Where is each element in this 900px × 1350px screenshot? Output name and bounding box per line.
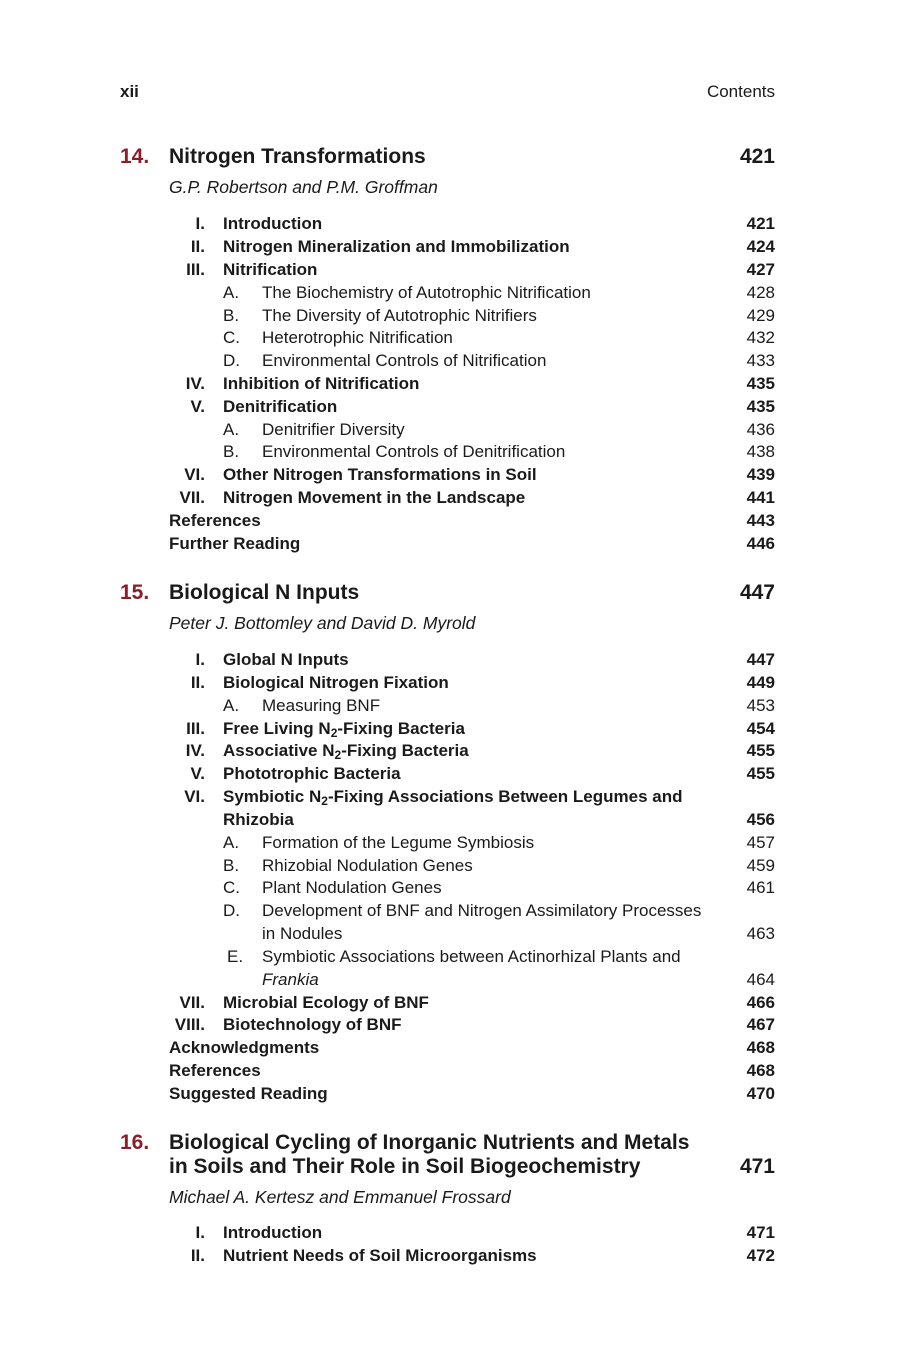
toc-subentry[interactable]: [120, 304, 775, 327]
subsection-title-continued: Frankia: [262, 970, 319, 989]
subsection-page: 429: [746, 306, 775, 325]
toc-entry[interactable]: [120, 212, 775, 235]
chapter-title: Biological N Inputs: [169, 581, 360, 604]
section-numeral: II.: [190, 673, 205, 692]
toc-subentry[interactable]: [120, 326, 775, 349]
section-page: 455: [746, 741, 775, 760]
toc-entry[interactable]: [120, 648, 775, 671]
chapter-title: [169, 1131, 689, 1179]
toc-entry[interactable]: [120, 395, 775, 418]
subsection-letter: D.: [223, 351, 240, 370]
section-page: 447: [746, 650, 775, 669]
subsection-page: 438: [746, 442, 775, 461]
subsection-letter: C.: [223, 328, 240, 347]
toc-subentry[interactable]: [120, 945, 775, 968]
toc-backmatter[interactable]: [120, 532, 775, 555]
section-numeral: IV.: [185, 374, 205, 393]
section-numeral: III.: [186, 719, 205, 738]
section-title: Microbial Ecology of BNF: [223, 993, 429, 1012]
toc-entry[interactable]: [120, 1244, 775, 1267]
section-title: Phototrophic Bacteria: [223, 764, 401, 783]
toc-subentry[interactable]: [120, 694, 775, 717]
section-title: Nitrification: [223, 260, 318, 279]
toc-entry[interactable]: [120, 235, 775, 258]
section-numeral: VIII.: [174, 1015, 205, 1034]
section-numeral: IV.: [185, 741, 205, 760]
section-page: 441: [746, 488, 775, 507]
toc-subentry[interactable]: [120, 831, 775, 854]
toc-subentry[interactable]: [120, 440, 775, 463]
section-page: 439: [746, 465, 775, 484]
chapter-authors: Peter J. Bottomley and David D. Myrold: [169, 613, 476, 633]
chapter-number: 14.: [120, 145, 150, 168]
section-page: 435: [746, 374, 775, 393]
backmatter-title: Acknowledgments: [169, 1038, 320, 1057]
chapter-page: 471: [739, 1155, 775, 1178]
backmatter-page: 443: [746, 511, 775, 530]
section-numeral: VII.: [179, 993, 205, 1012]
subsection-letter: C.: [223, 878, 240, 897]
section-title: Biological Nitrogen Fixation: [223, 673, 449, 692]
section-title-continued: Rhizobia: [223, 810, 294, 829]
subsection-page: 459: [746, 856, 775, 875]
chapter-number: 15.: [120, 581, 150, 604]
subsection-title: The Biochemistry of Autotrophic Nitrification: [262, 283, 591, 302]
toc-subentry-continued[interactable]: [120, 922, 775, 945]
section-title: Nitrogen Mineralization and Immobilization: [223, 237, 570, 256]
section-page: 456: [746, 810, 775, 829]
toc-backmatter[interactable]: [120, 1059, 775, 1082]
toc-entry[interactable]: [120, 717, 775, 740]
toc-entry[interactable]: [120, 785, 775, 808]
subsection-page: 433: [746, 351, 775, 370]
subsection-title: Environmental Controls of Denitrification: [262, 442, 566, 461]
section-numeral: II.: [190, 237, 205, 256]
section-title: Other Nitrogen Transformations in Soil: [223, 465, 537, 484]
chapter-page: 447: [739, 581, 775, 604]
section-numeral: V.: [190, 397, 205, 416]
title-text: -Fixing Bacteria: [341, 741, 469, 760]
subsection-letter: D.: [223, 901, 240, 920]
section-numeral: I.: [195, 1223, 205, 1242]
section-title: [223, 717, 465, 740]
title-text: Symbiotic N: [223, 787, 322, 806]
toc-backmatter[interactable]: [120, 509, 775, 532]
subsection-letter: B.: [223, 442, 240, 461]
section-numeral: VI.: [184, 787, 205, 806]
subsection-letter: B.: [223, 856, 240, 875]
section-page: 449: [746, 673, 775, 692]
subsection-page: 463: [746, 924, 775, 943]
section-page: 427: [746, 260, 775, 279]
section-title: Nutrient Needs of Soil Microorganisms: [223, 1246, 537, 1265]
subsection-letter: B.: [223, 306, 240, 325]
section-page: 467: [746, 1015, 775, 1034]
toc-subentry-continued[interactable]: [120, 968, 775, 991]
chapter-title: Nitrogen Transformations: [169, 145, 426, 168]
backmatter-page: 468: [746, 1061, 775, 1080]
toc-entry[interactable]: [120, 258, 775, 281]
chapter-authors: Michael A. Kertesz and Emmanuel Frossard: [169, 1187, 511, 1207]
section-numeral: III.: [186, 260, 205, 279]
toc-backmatter[interactable]: [120, 1036, 775, 1059]
backmatter-page: 446: [746, 534, 775, 553]
subsection-title: Rhizobial Nodulation Genes: [262, 856, 473, 875]
toc-subentry[interactable]: [120, 418, 775, 441]
backmatter-page: 468: [746, 1038, 775, 1057]
page-number: xii: [120, 82, 139, 101]
section-page: 424: [746, 237, 775, 256]
toc-entry[interactable]: [120, 372, 775, 395]
subsection-title: Symbiotic Associations between Actinorhizal Plants and: [262, 947, 681, 966]
section-title: Nitrogen Movement in the Landscape: [223, 488, 526, 507]
section-title: Inhibition of Nitrification: [223, 374, 420, 393]
toc-entry[interactable]: [120, 762, 775, 785]
section-title: Introduction: [223, 214, 323, 233]
subsection-title: Heterotrophic Nitrification: [262, 328, 453, 347]
section-title: [223, 785, 683, 808]
subsection-page: 453: [746, 696, 775, 715]
section-numeral: I.: [195, 214, 205, 233]
section-page: 421: [746, 214, 775, 233]
toc-subentry[interactable]: [120, 281, 775, 304]
subsection-letter: E.: [227, 947, 244, 966]
backmatter-title: References: [169, 511, 261, 530]
toc-backmatter[interactable]: [120, 1082, 775, 1105]
section-page: 471: [746, 1223, 775, 1242]
subsection-letter: A.: [223, 420, 240, 439]
title-text: -Fixing Bacteria: [337, 719, 465, 738]
toc-entry[interactable]: [120, 1221, 775, 1244]
subsection-page: 432: [746, 328, 775, 347]
section-page: 455: [746, 764, 775, 783]
subsection-page: 428: [746, 283, 775, 302]
title-text: Free Living N: [223, 719, 331, 738]
subsection-letter: A.: [223, 696, 240, 715]
toc-subentry[interactable]: [120, 899, 775, 922]
section-page: 472: [746, 1246, 775, 1265]
running-title: Contents: [706, 82, 775, 101]
section-title: Global N Inputs: [223, 650, 349, 669]
subsection-letter: A.: [223, 833, 240, 852]
toc-entry[interactable]: [120, 486, 775, 509]
subsection-title: Denitrifier Diversity: [262, 420, 405, 439]
subsection-page: 436: [746, 420, 775, 439]
toc-entry[interactable]: [120, 991, 775, 1014]
section-title: [223, 739, 469, 762]
subsection-page: 457: [746, 833, 775, 852]
chapter-title-line: Biological Cycling of Inorganic Nutrients and Metals: [169, 1131, 690, 1154]
toc-entry[interactable]: [120, 463, 775, 486]
chapter-title-line: in Soils and Their Role in Soil Biogeochemistry: [169, 1155, 641, 1178]
section-numeral: VI.: [184, 465, 205, 484]
subsection-title: Measuring BNF: [262, 696, 381, 715]
subsection-title: The Diversity of Autotrophic Nitrifiers: [262, 306, 537, 325]
section-title: Biotechnology of BNF: [223, 1015, 402, 1034]
section-title: Denitrification: [223, 397, 338, 416]
toc-entry-continued[interactable]: [120, 808, 775, 831]
subscript: 2: [334, 748, 342, 762]
backmatter-title: References: [169, 1061, 261, 1080]
section-page: 466: [746, 993, 775, 1012]
subsection-page: 461: [746, 878, 775, 897]
section-numeral: VII.: [179, 488, 205, 507]
chapter-authors: G.P. Robertson and P.M. Groffman: [169, 177, 438, 197]
chapter-number: 16.: [120, 1131, 150, 1154]
chapter-page: 421: [739, 145, 775, 168]
subsection-title: Development of BNF and Nitrogen Assimilatory Processes: [262, 901, 702, 920]
toc-entry[interactable]: [120, 1013, 775, 1036]
toc-entry[interactable]: [120, 671, 775, 694]
title-text: -Fixing Associations Between Legumes and: [327, 787, 683, 806]
section-page: 454: [746, 719, 775, 738]
subscript: 2: [321, 794, 328, 808]
section-numeral: I.: [195, 650, 205, 669]
page-header: [120, 82, 775, 104]
backmatter-page: 470: [746, 1084, 775, 1103]
subsection-title-continued: in Nodules: [262, 924, 343, 943]
subsection-title: Environmental Controls of Nitrification: [262, 351, 547, 370]
section-title: Introduction: [223, 1223, 323, 1242]
subscript: 2: [330, 726, 338, 740]
toc-subentry[interactable]: [120, 876, 775, 899]
toc-subentry[interactable]: [120, 349, 775, 372]
backmatter-title: Suggested Reading: [169, 1084, 328, 1103]
backmatter-title: Further Reading: [169, 534, 301, 553]
subsection-title: Plant Nodulation Genes: [262, 878, 442, 897]
toc-subentry[interactable]: [120, 854, 775, 877]
section-numeral: II.: [190, 1246, 205, 1265]
section-numeral: V.: [190, 764, 205, 783]
title-text: Associative N: [223, 741, 335, 760]
toc-entry[interactable]: [120, 739, 775, 762]
subsection-page: 464: [746, 970, 775, 989]
section-page: 435: [746, 397, 775, 416]
subsection-title: Formation of the Legume Symbiosis: [262, 833, 535, 852]
subsection-letter: A.: [223, 283, 240, 302]
